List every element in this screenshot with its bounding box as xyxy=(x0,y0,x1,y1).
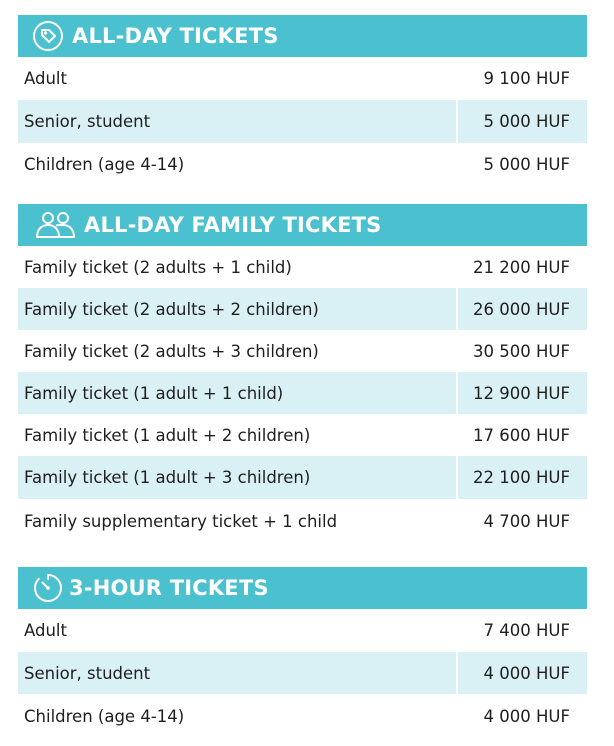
ticket-price: 5 000 HUF xyxy=(483,155,570,174)
section-3-hour-tickets xyxy=(18,567,587,739)
ticket-price: 9 100 HUF xyxy=(483,69,570,88)
ticket-label: Senior, student xyxy=(24,663,151,683)
ticket-label: Children (age 4-14) xyxy=(24,155,185,174)
ticket-price: 17 600 HUF xyxy=(473,425,570,445)
ticket-label: Adult xyxy=(24,69,67,88)
section-header xyxy=(18,15,587,57)
section-all-day-tickets xyxy=(18,15,587,185)
price-row xyxy=(18,288,587,330)
price-row xyxy=(18,694,587,739)
price-row xyxy=(18,372,587,414)
stopwatch-icon xyxy=(32,572,64,604)
ticket-price: 12 900 HUF xyxy=(456,372,587,414)
price-row xyxy=(18,456,587,499)
section-title: ALL-DAY TICKETS xyxy=(72,24,279,48)
ticket-label: Senior, student xyxy=(24,112,151,131)
ticket-label: Children (age 4-14) xyxy=(24,707,185,726)
ticket-price: 21 200 HUF xyxy=(473,257,570,277)
ticket-price: 4 000 HUF xyxy=(456,652,587,694)
ticket-label: Family ticket (2 adults + 3 children) xyxy=(24,341,319,361)
ticket-label: Adult xyxy=(24,621,67,640)
ticket-label: Family ticket (1 adult + 1 child) xyxy=(24,383,284,403)
price-row xyxy=(18,652,587,694)
ticket-price: 5 000 HUF xyxy=(456,100,587,143)
ticket-price: 30 500 HUF xyxy=(473,341,570,361)
price-row xyxy=(18,143,587,186)
ticket-label: Family ticket (2 adults + 1 child) xyxy=(24,257,292,277)
ticket-label: Family supplementary ticket + 1 child xyxy=(24,512,338,531)
tag-icon xyxy=(32,20,64,52)
price-row xyxy=(18,246,587,288)
ticket-price: 4 000 HUF xyxy=(483,707,570,726)
price-row xyxy=(18,609,587,652)
price-row xyxy=(18,57,587,100)
ticket-label: Family ticket (2 adults + 2 children) xyxy=(24,299,319,319)
section-header xyxy=(18,204,587,246)
family-icon xyxy=(34,210,76,240)
section-title: 3-HOUR TICKETS xyxy=(69,576,269,600)
price-row xyxy=(18,499,587,544)
price-row xyxy=(18,330,587,372)
section-header xyxy=(18,567,587,609)
section-all-day-family-tickets xyxy=(18,204,587,544)
ticket-label: Family ticket (1 adult + 3 children) xyxy=(24,468,311,487)
section-title: ALL-DAY FAMILY TICKETS xyxy=(84,213,382,237)
ticket-price: 4 700 HUF xyxy=(483,512,570,531)
price-row xyxy=(18,414,587,456)
ticket-label: Family ticket (1 adult + 2 children) xyxy=(24,425,311,445)
price-row xyxy=(18,100,587,143)
ticket-price: 22 100 HUF xyxy=(456,456,587,499)
ticket-price: 7 400 HUF xyxy=(483,621,570,640)
ticket-price: 26 000 HUF xyxy=(456,288,587,330)
